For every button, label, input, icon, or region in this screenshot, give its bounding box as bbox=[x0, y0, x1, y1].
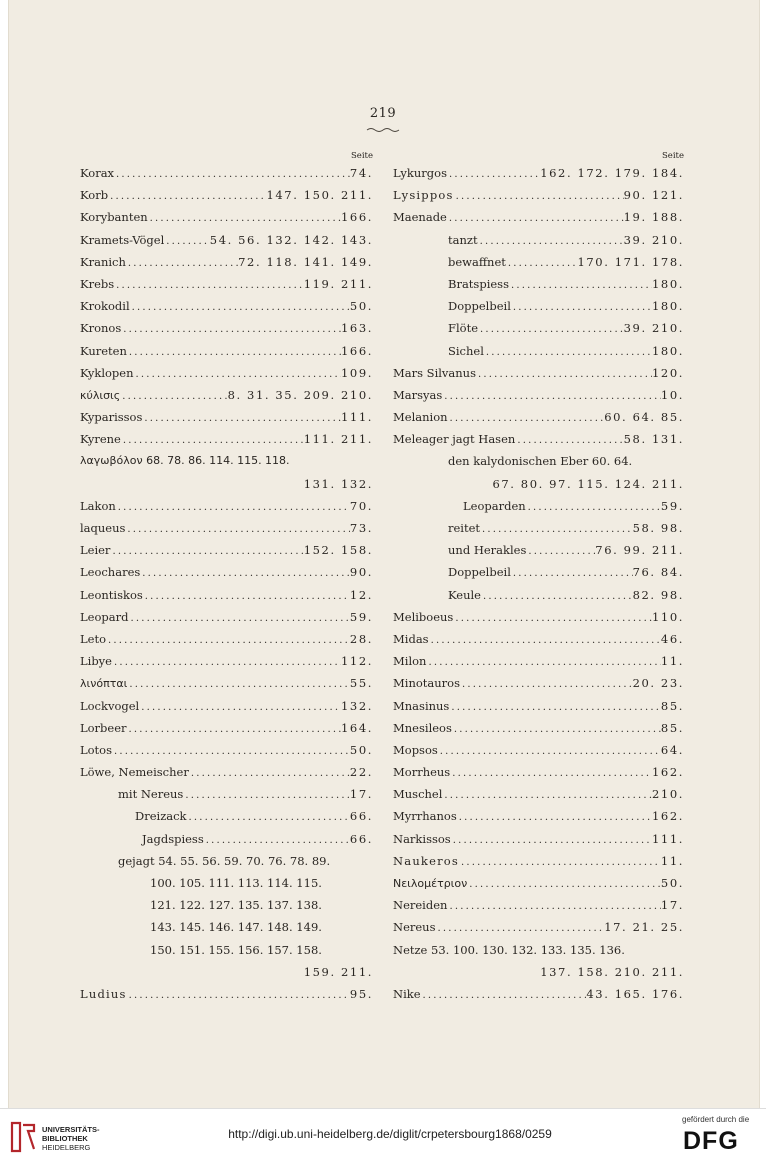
entry-page-numbers: 50. bbox=[349, 742, 373, 757]
dot-leader bbox=[127, 342, 341, 362]
dot-leader bbox=[451, 830, 652, 850]
entry-term: Kyklopen bbox=[80, 365, 134, 380]
dot-leader bbox=[112, 652, 341, 672]
university-logo-icon bbox=[8, 1119, 38, 1155]
index-entry bbox=[80, 739, 373, 761]
dot-leader bbox=[187, 807, 350, 827]
dot-leader bbox=[189, 763, 350, 783]
dot-leader bbox=[127, 985, 350, 1005]
index-entry bbox=[80, 584, 373, 606]
dot-leader bbox=[478, 319, 624, 339]
index-entry bbox=[80, 450, 373, 472]
entry-page-numbers: 162. bbox=[651, 765, 684, 780]
index-entry bbox=[80, 184, 373, 206]
index-entry bbox=[393, 162, 684, 184]
index-entry bbox=[393, 606, 684, 628]
index-entry bbox=[80, 783, 373, 805]
entry-term: κύλισις bbox=[80, 388, 121, 402]
index-entry bbox=[393, 340, 684, 362]
seite-label: Seite bbox=[350, 151, 373, 161]
entry-term: Korb bbox=[80, 188, 109, 203]
entry-page-numbers: 76. 84. bbox=[632, 565, 684, 580]
index-entry bbox=[80, 229, 373, 251]
index-entry bbox=[393, 939, 684, 961]
index-entry bbox=[80, 761, 373, 783]
index-entry bbox=[393, 273, 684, 295]
dot-leader bbox=[459, 852, 661, 872]
index-entry bbox=[80, 717, 373, 739]
dot-leader bbox=[467, 874, 661, 894]
dot-leader bbox=[450, 763, 652, 783]
entry-page-numbers: 137. 158. 210. 211. bbox=[540, 964, 684, 979]
index-entry bbox=[393, 251, 684, 273]
dot-leader bbox=[442, 386, 661, 406]
dot-leader bbox=[108, 186, 266, 206]
index-entry bbox=[393, 539, 684, 561]
index-entry bbox=[393, 473, 684, 495]
entry-page-numbers: 50. bbox=[349, 299, 373, 314]
index-entry bbox=[393, 517, 684, 539]
dot-leader bbox=[127, 674, 350, 694]
index-entry bbox=[393, 850, 684, 872]
entry-page-numbers: 131. 132. bbox=[303, 476, 373, 491]
index-entry bbox=[80, 805, 373, 827]
entry-term: Nike bbox=[393, 986, 421, 1001]
dot-leader bbox=[110, 541, 303, 561]
entry-page-numbers: 28. bbox=[349, 631, 373, 646]
index-entry bbox=[80, 650, 373, 672]
index-entry bbox=[393, 739, 684, 761]
entry-page-numbers: 54. 56. 132. 142. 143. bbox=[209, 232, 373, 247]
entry-page-numbers: 110. bbox=[651, 609, 684, 624]
entry-page-numbers: 22. bbox=[349, 765, 373, 780]
index-entry bbox=[80, 206, 373, 228]
index-entry bbox=[80, 961, 373, 983]
dot-leader bbox=[204, 830, 350, 850]
entry-term: Narkissos bbox=[393, 831, 451, 846]
entry-term: Lockvogel bbox=[80, 698, 140, 713]
entry-term: Krebs bbox=[80, 276, 115, 291]
dot-leader bbox=[116, 497, 350, 517]
entry-term: Leopard bbox=[80, 609, 129, 624]
entry-page-numbers: 90. 121. bbox=[623, 188, 684, 203]
entry-page-numbers: 76. 99. 211. bbox=[595, 543, 684, 558]
entry-page-numbers: 162. bbox=[651, 809, 684, 824]
index-entry bbox=[393, 295, 684, 317]
index-entry bbox=[393, 450, 684, 472]
entry-term: Leochares bbox=[80, 565, 141, 580]
entry-page-numbers: 112. bbox=[340, 654, 373, 669]
entry-term: Melanion bbox=[393, 410, 448, 425]
dot-leader bbox=[515, 430, 623, 450]
dot-leader bbox=[453, 608, 652, 628]
dot-leader bbox=[130, 297, 350, 317]
index-entry bbox=[393, 916, 684, 938]
entry-page-numbers: 132. bbox=[340, 698, 373, 713]
index-entry bbox=[393, 783, 684, 805]
entry-page-numbers: 39. 210. bbox=[623, 321, 684, 336]
entry-page-numbers: 73. bbox=[349, 521, 373, 535]
entry-term: Mnasinus bbox=[393, 698, 450, 713]
entry-page-numbers: 67. 80. 97. 115. 124. 211. bbox=[492, 476, 684, 491]
dot-leader bbox=[134, 364, 341, 384]
index-entry bbox=[80, 162, 373, 184]
index-entry bbox=[80, 251, 373, 273]
index-entry bbox=[393, 717, 684, 739]
entry-term: Sichel bbox=[448, 343, 484, 358]
dot-leader bbox=[139, 697, 341, 717]
entry-term: Flöte bbox=[448, 321, 479, 336]
dot-leader bbox=[164, 231, 210, 251]
index-entry bbox=[393, 894, 684, 916]
entry-term: Libye bbox=[80, 654, 112, 669]
index-entry bbox=[80, 340, 373, 362]
entry-term: Dreizack bbox=[135, 809, 187, 824]
index-entry bbox=[80, 983, 373, 1005]
entry-term: Nereiden bbox=[393, 898, 448, 913]
dot-leader bbox=[480, 519, 633, 539]
entry-term: Minotauros bbox=[393, 676, 460, 691]
index-entry bbox=[393, 961, 684, 983]
dot-leader bbox=[426, 652, 660, 672]
entry-term: λινόπται bbox=[80, 677, 128, 691]
entry-page-numbers: 159. 211. bbox=[303, 964, 373, 979]
library-name bbox=[42, 1125, 100, 1152]
entry-page-numbers: 17. bbox=[349, 787, 373, 802]
entry-page-numbers: 70. bbox=[349, 498, 373, 513]
entry-page-numbers: 82. 98. bbox=[632, 587, 684, 602]
entry-term: gejagt 54. 55. 56. 59. 70. 76. 78. 89. bbox=[118, 853, 331, 868]
index-entry bbox=[393, 495, 684, 517]
entry-page-numbers: 11. bbox=[660, 654, 684, 669]
dot-leader bbox=[142, 408, 341, 428]
entry-term: Meliboeus bbox=[393, 609, 454, 624]
entry-page-numbers: 111. bbox=[340, 410, 373, 425]
entry-term: Krokodil bbox=[80, 299, 130, 314]
entry-page-numbers: 20. 23. bbox=[632, 676, 684, 691]
entry-page-numbers: 74. bbox=[349, 166, 373, 180]
entry-page-numbers: 50. bbox=[660, 876, 684, 890]
dot-leader bbox=[140, 563, 350, 583]
entry-term: Leontiskos bbox=[80, 587, 143, 602]
index-entry bbox=[80, 872, 373, 894]
dot-leader bbox=[114, 275, 304, 295]
entry-term: Mars Silvanus bbox=[393, 365, 476, 380]
index-entry bbox=[393, 872, 684, 894]
entry-term: Kyparissos bbox=[80, 410, 143, 425]
dot-leader bbox=[128, 608, 349, 628]
index-column-right bbox=[393, 150, 684, 1005]
entry-term: Netze 53. 100. 130. 132. 133. 135. 136. bbox=[393, 942, 625, 957]
entry-page-numbers: 60. 64. 85. bbox=[604, 410, 684, 425]
index-entry bbox=[393, 206, 684, 228]
entry-page-numbers: 17. 21. 25. bbox=[604, 920, 684, 935]
entry-term: tanzt bbox=[448, 232, 478, 247]
entry-page-numbers: 85. bbox=[660, 720, 684, 735]
entry-page-numbers: 119. 211. bbox=[303, 276, 373, 291]
index-entry bbox=[393, 650, 684, 672]
entry-term: Leoparden bbox=[463, 498, 526, 513]
entry-term: Midas bbox=[393, 631, 429, 646]
dot-leader bbox=[120, 386, 227, 406]
entry-term: 121. 122. 127. 135. 137. 138. bbox=[150, 898, 322, 913]
entry-page-numbers: 58. 131. bbox=[623, 432, 684, 447]
index-entry bbox=[393, 828, 684, 850]
entry-page-numbers: 11. bbox=[660, 853, 684, 868]
dot-leader bbox=[449, 697, 661, 717]
entry-term: Mopsos bbox=[393, 742, 438, 757]
dot-leader bbox=[481, 586, 633, 606]
index-entry bbox=[80, 539, 373, 561]
dot-leader bbox=[526, 541, 595, 561]
dot-leader bbox=[126, 253, 238, 273]
dot-leader bbox=[125, 519, 349, 539]
entry-term: Leier bbox=[80, 543, 111, 558]
dot-leader bbox=[447, 164, 540, 184]
index-entry bbox=[393, 406, 684, 428]
entry-page-numbers: 46. bbox=[660, 631, 684, 646]
index-entry bbox=[393, 672, 684, 694]
entry-term: Keule bbox=[448, 587, 481, 602]
dot-leader bbox=[448, 408, 605, 428]
entry-term: reitet bbox=[448, 521, 481, 535]
entry-term: Kranich bbox=[80, 254, 126, 269]
entry-page-numbers: 147. 150. 211. bbox=[266, 188, 373, 203]
dot-leader bbox=[143, 586, 350, 606]
entry-page-numbers: 72. 118. 141. 149. bbox=[238, 254, 373, 269]
entry-term: Doppelbeil bbox=[448, 565, 511, 580]
index-entry bbox=[393, 362, 684, 384]
page-number: 219 bbox=[369, 106, 397, 121]
index-entry bbox=[80, 850, 373, 872]
index-entry bbox=[393, 761, 684, 783]
entry-page-numbers: 19. 188. bbox=[623, 210, 684, 225]
entry-page-numbers: 166. bbox=[340, 210, 373, 225]
entry-term: Mnesileos bbox=[393, 720, 452, 735]
dot-leader bbox=[121, 319, 341, 339]
entry-page-numbers: 58. 98. bbox=[632, 521, 684, 535]
dot-leader bbox=[438, 741, 661, 761]
entry-term: Meleager jagt Hasen bbox=[393, 432, 516, 447]
dot-leader bbox=[442, 785, 652, 805]
entry-page-numbers: 163. bbox=[340, 321, 373, 336]
dot-leader bbox=[121, 430, 304, 450]
dot-leader bbox=[511, 563, 633, 583]
dot-leader bbox=[148, 208, 341, 228]
entry-term: Lotos bbox=[80, 742, 113, 757]
entry-term: Leto bbox=[80, 631, 106, 646]
entry-term: Marsyas bbox=[393, 387, 443, 402]
dot-leader bbox=[460, 674, 633, 694]
entry-term: 150. 151. 155. 156. 157. 158. bbox=[150, 942, 322, 957]
entry-term: Lysippos bbox=[393, 188, 454, 203]
library-line-1: UNIVERSITÄTS- bbox=[42, 1125, 100, 1134]
index-entry bbox=[393, 184, 684, 206]
entry-page-numbers: 180. bbox=[651, 299, 684, 314]
entry-page-numbers: 43. 165. 176. bbox=[586, 986, 684, 1001]
entry-term: Morrheus bbox=[393, 765, 451, 780]
entry-page-numbers: 90. bbox=[349, 565, 373, 580]
library-line-3: HEIDELBERG bbox=[42, 1143, 91, 1152]
entry-term: Lorbeer bbox=[80, 720, 127, 735]
source-url-link[interactable]: http://digi.ub.uni-heidelberg.de/diglit/crpetersbourg1868/0259 bbox=[228, 1127, 552, 1141]
index-entry bbox=[393, 628, 684, 650]
index-entry bbox=[80, 428, 373, 450]
entry-term: Kronos bbox=[80, 321, 122, 336]
entry-page-numbers: 152. 158. bbox=[303, 543, 373, 558]
index-entry bbox=[80, 295, 373, 317]
dot-leader bbox=[114, 164, 350, 184]
index-entry bbox=[80, 939, 373, 961]
dot-leader bbox=[457, 807, 652, 827]
dot-leader bbox=[476, 364, 652, 384]
entry-term: 100. 105. 111. 113. 114. 115. bbox=[150, 876, 322, 890]
entry-page-numbers: 210. bbox=[651, 787, 684, 802]
dot-leader bbox=[484, 342, 652, 362]
dot-leader bbox=[452, 719, 661, 739]
entry-term: Naukeros bbox=[393, 853, 460, 868]
entry-term: Muschel bbox=[393, 787, 443, 802]
index-entry bbox=[80, 473, 373, 495]
entry-term: Kyrene bbox=[80, 432, 121, 447]
entry-term: Myrrhanos bbox=[393, 809, 457, 824]
index-entry bbox=[393, 584, 684, 606]
library-line-2: BIBLIOTHEK bbox=[42, 1134, 88, 1143]
entry-page-numbers: 10. bbox=[660, 387, 684, 402]
index-entry bbox=[80, 273, 373, 295]
index-entry bbox=[393, 229, 684, 251]
index-entry bbox=[80, 606, 373, 628]
entry-term: Kureten bbox=[80, 343, 127, 358]
entry-page-numbers: 59. bbox=[660, 498, 684, 513]
entry-term: 143. 145. 146. 147. 148. 149. bbox=[150, 920, 322, 935]
seite-label: Seite bbox=[661, 151, 684, 161]
entry-term: den kalydonischen Eber 60. 64. bbox=[448, 454, 633, 469]
index-entry bbox=[80, 695, 373, 717]
entry-page-numbers: 111. 211. bbox=[303, 432, 373, 447]
index-entry bbox=[393, 428, 684, 450]
index-entry bbox=[80, 495, 373, 517]
index-entry bbox=[393, 561, 684, 583]
entry-term: Kramets-Vögel bbox=[80, 232, 165, 247]
dot-leader bbox=[509, 275, 652, 295]
entry-page-numbers: 180. bbox=[651, 276, 684, 291]
entry-term: bewaffnet bbox=[448, 254, 506, 269]
entry-page-numbers: 111. bbox=[651, 831, 684, 846]
entry-term: Ludius bbox=[80, 986, 127, 1001]
entry-term: Korybanten bbox=[80, 210, 148, 225]
entry-term: Bratspiess bbox=[448, 276, 509, 291]
dot-leader bbox=[511, 297, 652, 317]
entry-term: Löwe, Nemeischer bbox=[80, 765, 189, 780]
footer-bar bbox=[0, 1108, 766, 1163]
dot-leader bbox=[478, 231, 624, 251]
index-entry bbox=[393, 384, 684, 406]
entry-term: Νειλομέτριον bbox=[393, 877, 468, 890]
dot-leader bbox=[106, 630, 350, 650]
entry-page-numbers: 66. bbox=[349, 809, 373, 824]
entry-page-numbers: 170. 171. 178. bbox=[577, 254, 684, 269]
entry-page-numbers: 164. bbox=[340, 720, 373, 735]
index-entry bbox=[80, 672, 373, 694]
entry-term: laqueus bbox=[80, 521, 126, 535]
entry-page-numbers: 59. bbox=[349, 609, 373, 624]
dot-leader bbox=[447, 896, 660, 916]
entry-page-numbers: 66. bbox=[349, 831, 373, 846]
entry-term: Lykurgos bbox=[393, 166, 447, 180]
dot-leader bbox=[447, 208, 624, 228]
dot-leader bbox=[429, 630, 661, 650]
funded-by-label: gefördert durch die bbox=[682, 1115, 750, 1124]
entry-term: Korax bbox=[80, 166, 115, 180]
entry-term: Doppelbeil bbox=[448, 299, 511, 314]
index-entry bbox=[80, 406, 373, 428]
dfg-logo: DFG bbox=[683, 1127, 739, 1155]
entry-page-numbers: 55. bbox=[349, 676, 373, 691]
dot-leader bbox=[183, 785, 350, 805]
entry-term: mit Nereus bbox=[118, 787, 184, 802]
index-entry bbox=[80, 916, 373, 938]
index-entry bbox=[80, 561, 373, 583]
index-entry bbox=[80, 628, 373, 650]
entry-term: Nereus bbox=[393, 920, 436, 935]
entry-page-numbers: 64. bbox=[660, 742, 684, 757]
index-entry bbox=[80, 362, 373, 384]
entry-term: Jagdspiess bbox=[142, 831, 204, 846]
entry-term: λαγωβόλον 68. 78. 86. 114. 115. 118. bbox=[80, 454, 290, 468]
entry-page-numbers: 8. 31. 35. 209. 210. bbox=[227, 387, 373, 402]
entry-page-numbers: 95. bbox=[349, 986, 373, 1001]
dot-leader bbox=[526, 497, 661, 517]
entry-page-numbers: 166. bbox=[340, 343, 373, 358]
entry-term: und Herakles bbox=[448, 543, 527, 558]
entry-page-numbers: 17. bbox=[660, 898, 684, 913]
entry-page-numbers: 12. bbox=[349, 587, 373, 602]
entry-page-numbers: 120. bbox=[651, 365, 684, 380]
entry-page-numbers: 85. bbox=[660, 698, 684, 713]
index-entry bbox=[80, 894, 373, 916]
dot-leader bbox=[112, 741, 350, 761]
index-entry bbox=[80, 384, 373, 406]
dot-leader bbox=[435, 918, 604, 938]
index-entry bbox=[393, 317, 684, 339]
index-entry bbox=[393, 983, 684, 1005]
entry-term: Lakon bbox=[80, 498, 116, 513]
index-column-left bbox=[80, 150, 373, 1005]
entry-page-numbers: 162. 172. 179. 184. bbox=[540, 166, 684, 180]
entry-term: Maenade bbox=[393, 210, 447, 225]
entry-page-numbers: 109. bbox=[340, 365, 373, 380]
dot-leader bbox=[454, 186, 624, 206]
entry-term: Milon bbox=[393, 654, 427, 669]
dot-leader bbox=[127, 719, 341, 739]
entry-page-numbers: 39. 210. bbox=[623, 232, 684, 247]
index-entry bbox=[80, 317, 373, 339]
dot-leader bbox=[421, 985, 587, 1005]
index-entry bbox=[393, 695, 684, 717]
index-entry bbox=[393, 805, 684, 827]
index-entry bbox=[80, 828, 373, 850]
ornament-squiggle bbox=[366, 127, 400, 133]
entry-page-numbers: 180. bbox=[651, 343, 684, 358]
index-entry bbox=[80, 517, 373, 539]
dot-leader bbox=[506, 253, 578, 273]
